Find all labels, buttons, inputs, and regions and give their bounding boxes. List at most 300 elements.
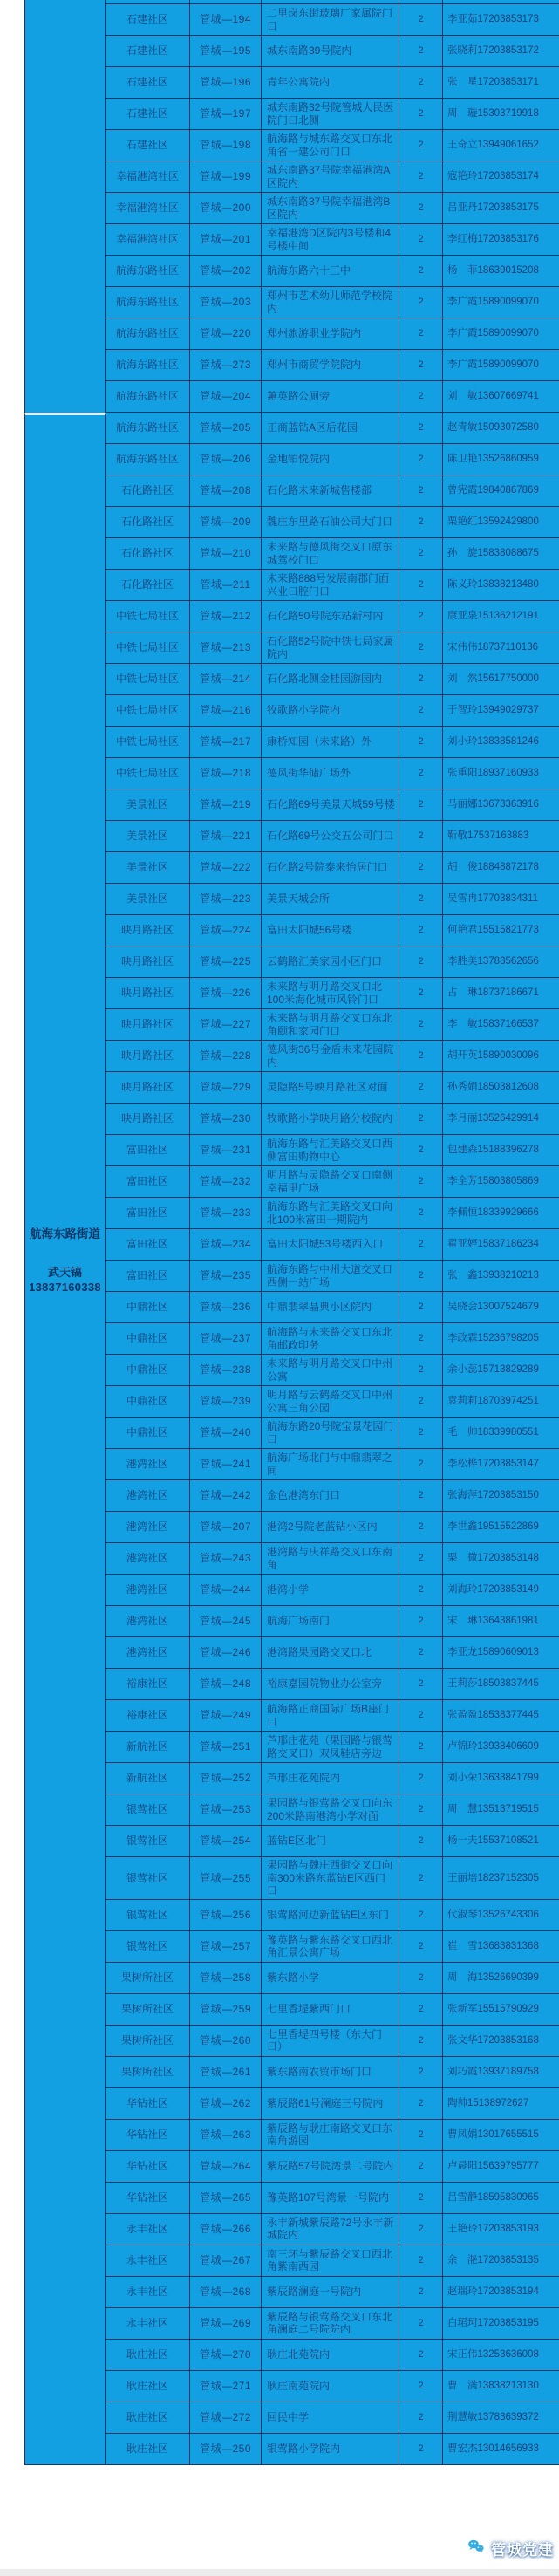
contact-cell: 宋伟伟18737110136	[447, 642, 538, 653]
site-code-cell: 管城—233	[190, 1198, 262, 1228]
location-cell: 航海广场北门与中鼎翡翠之间	[262, 1449, 399, 1479]
table-row	[106, 413, 559, 444]
community-cell: 新航社区	[106, 1732, 190, 1762]
community-cell: 富田社区	[106, 1166, 190, 1197]
community-cell: 幸福港湾社区	[106, 193, 190, 223]
table-row	[106, 350, 559, 381]
community-cell: 永丰社区	[106, 2245, 190, 2276]
contact-cell: 白珺珂17203853195	[447, 2317, 539, 2328]
location-cell: 蓝钻E区北门	[262, 1826, 399, 1856]
contact-cell: 毛 帅18339980551	[447, 1427, 539, 1438]
location-cell: 航海东路与汇美路交叉口向北100米富田一期院内	[262, 1198, 399, 1228]
community-cell: 耿庄社区	[106, 2371, 190, 2402]
location-cell: 银莺路小学院内	[262, 2434, 399, 2464]
site-code-cell: 管城—208	[190, 475, 262, 506]
location-cell: 豫英路107号湾景一号院内	[262, 2183, 399, 2213]
community-cell: 映月路社区	[106, 978, 190, 1008]
site-code-cell: 管城—222	[190, 852, 262, 883]
location-cell: 七里香堤四号楼（东大门口）	[262, 2026, 399, 2056]
contact-cell: 栗艳红13592429800	[447, 516, 539, 528]
count-cell: 2	[399, 224, 443, 255]
contact-cell: 靳敬17537163883	[447, 830, 529, 842]
site-code-cell: 管城—232	[190, 1166, 262, 1197]
table-row	[106, 664, 559, 695]
contact-cell: 李政霖15236798205	[447, 1333, 539, 1344]
contact-cell: 刘 敏13607669741	[447, 391, 539, 402]
location-cell: 石化路50号院东站新村内	[262, 601, 399, 632]
table-row	[106, 1041, 559, 1072]
contact-cell: 代淑琴13526743306	[447, 1909, 539, 1920]
site-code-cell: 管城—270	[190, 2340, 262, 2370]
table-row	[106, 287, 559, 318]
table-row	[106, 36, 559, 67]
site-code-cell: 管城—242	[190, 1480, 262, 1511]
site-code-cell: 管城—199	[190, 161, 262, 192]
community-cell: 石建社区	[106, 67, 190, 98]
count-cell: 2	[399, 1606, 443, 1636]
count-cell: 2	[399, 727, 443, 757]
contact-cell: 胡开英15890030096	[447, 1050, 539, 1062]
location-cell: 紫辰路57号院湾景二号院内	[262, 2151, 399, 2182]
count-cell: 2	[399, 1104, 443, 1134]
contact-cell: 张晓莉17203853172	[447, 45, 539, 57]
location-cell: 蕙英路公厕旁	[262, 381, 399, 412]
site-code-cell: 管城—207	[190, 1512, 262, 1542]
location-cell: 果园路与银莺路交叉口向东200米路南港湾小学对面	[262, 1794, 399, 1825]
community-cell: 银莺社区	[106, 1900, 190, 1930]
location-cell: 二里岗东街玻璃厂家属院门口	[262, 4, 399, 35]
site-code-cell: 管城—203	[190, 287, 262, 318]
community-cell: 中铁七局社区	[106, 758, 190, 789]
contact-cell: 寇艳玲17203853174	[447, 171, 539, 182]
table-row	[106, 2308, 559, 2340]
community-cell: 映月路社区	[106, 946, 190, 977]
count-cell: 2	[399, 538, 443, 569]
site-code-cell: 管城—256	[190, 1900, 262, 1930]
count-cell: 2	[399, 2340, 443, 2370]
site-code-cell: 管城—245	[190, 1606, 262, 1636]
location-cell: 港湾路与庆祥路交叉口东南角	[262, 1543, 399, 1574]
community-cell: 美景社区	[106, 884, 190, 914]
site-code-cell: 管城—246	[190, 1637, 262, 1668]
site-code-cell: 管城—265	[190, 2183, 262, 2213]
table-row	[106, 1355, 559, 1386]
location-cell: 牧歌路小学院内	[262, 695, 399, 726]
count-cell: 2	[399, 1449, 443, 1479]
location-cell: 石化路69号美景天城59号楼	[262, 789, 399, 820]
location-cell: 未来路与明月路交叉口中州公寓	[262, 1355, 399, 1385]
contact-cell: 王艳玲17203853193	[447, 2223, 539, 2234]
site-code-cell: 管城—251	[190, 1732, 262, 1762]
count-cell: 2	[399, 130, 443, 161]
count-cell: 2	[399, 2120, 443, 2150]
community-cell: 美景社区	[106, 789, 190, 820]
count-cell: 2	[399, 1763, 443, 1794]
community-cell: 华钻社区	[106, 2183, 190, 2213]
contact-cell: 陶帅15138972627	[447, 2097, 529, 2108]
location-cell: 德风街36号金盾未来花园院内	[262, 1041, 399, 1071]
table-row	[106, 978, 559, 1009]
community-cell: 石建社区	[106, 4, 190, 35]
site-code-cell: 管城—271	[190, 2371, 262, 2402]
street-cell	[24, 413, 106, 2465]
table-row	[106, 1418, 559, 1449]
community-cell: 航海东路社区	[106, 287, 190, 318]
table-row	[106, 2277, 559, 2308]
table-row	[106, 1292, 559, 1323]
count-cell: 2	[399, 444, 443, 475]
location-cell: 芦邢庄花苑（果园路与银莺路交叉口）双凤鞋店旁边	[262, 1732, 399, 1762]
contact-cell: 荆慧敏13783639372	[447, 2411, 539, 2422]
street-name: 航海东路街道	[30, 1227, 100, 1240]
community-cell: 果树所社区	[106, 2057, 190, 2087]
table-row	[106, 852, 559, 884]
location-cell: 航海东路20号院宝景花园门口	[262, 1418, 399, 1448]
table-row	[106, 789, 559, 821]
contact-cell: 栗 微17203853148	[447, 1553, 539, 1564]
contact-cell: 李亚龙15890609013	[447, 1647, 539, 1658]
site-code-cell: 管城—216	[190, 695, 262, 726]
table-row	[106, 2434, 559, 2465]
community-cell: 石建社区	[106, 99, 190, 129]
table-row	[106, 1198, 559, 1229]
table-row	[106, 2057, 559, 2088]
count-cell: 2	[399, 1261, 443, 1291]
community-cell: 永丰社区	[106, 2277, 190, 2307]
table-row	[106, 601, 559, 632]
contact-cell: 张 鑫13938210213	[447, 1270, 539, 1281]
table-row	[106, 161, 559, 193]
bottom-gray-strip	[0, 2569, 559, 2576]
site-code-cell: 管城—220	[190, 318, 262, 349]
table-row	[106, 1104, 559, 1135]
community-cell: 石化路社区	[106, 475, 190, 506]
street-cell-upper	[24, 0, 106, 413]
location-cell: 幸福港湾D区院内3号楼和4号楼中间	[262, 224, 399, 255]
street-info	[25, 1227, 105, 1295]
contact-cell: 李广霞15890099070	[447, 297, 539, 308]
street-contact-name: 武天镐	[47, 1266, 82, 1279]
contact-cell: 李全芳15803805869	[447, 1176, 539, 1187]
location-cell: 未来路与明月路交叉口北100米海化城市风铃门口	[262, 978, 399, 1008]
count-cell: 2	[399, 350, 443, 380]
location-cell: 石化路未来新城售楼部	[262, 475, 399, 506]
contact-cell: 刘小荣13633841799	[447, 1773, 539, 1784]
table-row	[106, 727, 559, 758]
site-code-cell: 管城—250	[190, 2434, 262, 2464]
community-cell: 航海东路社区	[106, 350, 190, 380]
contact-cell: 吕亚丹17203853175	[447, 202, 539, 214]
contact-cell: 袁莉莉18703974251	[447, 1396, 539, 1407]
count-cell: 2	[399, 2214, 443, 2245]
community-cell: 果树所社区	[106, 1963, 190, 1993]
contact-cell: 余小蕊15713829289	[447, 1364, 539, 1376]
site-code-cell: 管城—219	[190, 789, 262, 820]
location-cell: 港湾小学	[262, 1575, 399, 1605]
location-cell: 永丰新城紫辰路72号永丰新城院内	[262, 2214, 399, 2245]
location-cell: 富田太阳城53号楼西入口	[262, 1229, 399, 1260]
table-row	[106, 1480, 559, 1512]
count-cell: 2	[399, 632, 443, 663]
location-cell: 美景天城会所	[262, 884, 399, 914]
table-row	[106, 444, 559, 475]
community-cell: 中铁七局社区	[106, 727, 190, 757]
site-code-cell: 管城—263	[190, 2120, 262, 2150]
contact-cell: 吕雪静18595830965	[447, 2191, 539, 2203]
table-row	[106, 1700, 559, 1732]
location-cell: 郑州市艺术幼儿师范学校院内	[262, 287, 399, 318]
contact-cell: 李广霞15890099070	[447, 328, 539, 339]
grid-table	[24, 0, 559, 2465]
community-cell: 港湾社区	[106, 1543, 190, 1574]
count-cell: 2	[399, 1135, 443, 1165]
count-cell: 2	[399, 1700, 443, 1731]
site-code-cell: 管城—267	[190, 2245, 262, 2276]
contact-cell: 张文华17203853168	[447, 2034, 539, 2046]
table-row	[106, 915, 559, 946]
location-cell: 城东南路37号院幸福港湾B区院内	[262, 193, 399, 223]
count-cell: 2	[399, 1292, 443, 1322]
count-cell: 2	[399, 318, 443, 349]
location-cell: 魏庄东里路石油公司大门口	[262, 507, 399, 537]
count-cell: 2	[399, 1323, 443, 1354]
site-code-cell: 管城—240	[190, 1418, 262, 1448]
count-cell: 2	[399, 789, 443, 820]
community-cell: 裕康社区	[106, 1700, 190, 1731]
rows-group-bottom	[106, 413, 559, 2465]
count-cell: 2	[399, 695, 443, 726]
contact-cell: 孙 旋15838088675	[447, 548, 539, 559]
table-group-top	[24, 0, 559, 413]
count-cell: 2	[399, 1826, 443, 1856]
contact-cell: 杨一夫15537108521	[447, 1835, 539, 1847]
table-row	[106, 1072, 559, 1104]
site-code-cell: 管城—259	[190, 1994, 262, 2025]
site-code-cell: 管城—206	[190, 444, 262, 475]
contact-cell: 孙秀娟18503812608	[447, 1082, 539, 1093]
contact-cell: 张海萍17203853150	[447, 1490, 539, 1501]
contact-cell: 李红梅17203853176	[447, 234, 539, 245]
watermark	[465, 2535, 554, 2562]
location-cell: 航海路与未来路交叉口东北角邮政印务	[262, 1323, 399, 1354]
count-cell: 2	[399, 1166, 443, 1197]
community-cell: 银莺社区	[106, 1794, 190, 1825]
community-cell: 富田社区	[106, 1261, 190, 1291]
contact-cell: 曹凤娟13017655515	[447, 2128, 539, 2140]
site-code-cell: 管城—226	[190, 978, 262, 1008]
table-row	[106, 1606, 559, 1637]
community-cell: 中铁七局社区	[106, 601, 190, 632]
site-code-cell: 管城—241	[190, 1449, 262, 1479]
count-cell: 2	[399, 2183, 443, 2213]
site-code-cell: 管城—253	[190, 1794, 262, 1825]
site-code-cell: 管城—227	[190, 1009, 262, 1040]
site-code-cell: 管城—255	[190, 1857, 262, 1899]
community-cell: 石建社区	[106, 36, 190, 66]
contact-cell: 杨 菲18639015208	[447, 265, 539, 277]
location-cell: 回民中学	[262, 2402, 399, 2433]
community-cell: 幸福港湾社区	[106, 161, 190, 192]
contact-cell: 宋正伟13253636008	[447, 2348, 539, 2360]
site-code-cell: 管城—197	[190, 99, 262, 129]
community-cell: 港湾社区	[106, 1606, 190, 1636]
count-cell: 2	[399, 1041, 443, 1071]
count-cell: 2	[399, 1994, 443, 2025]
community-cell: 中铁七局社区	[106, 632, 190, 663]
community-cell: 果树所社区	[106, 1994, 190, 2025]
site-code-cell: 管城—260	[190, 2026, 262, 2056]
location-cell: 正商蓝钻A区后花园	[262, 413, 399, 443]
site-code-cell: 管城—212	[190, 601, 262, 632]
table-row	[106, 1931, 559, 1963]
contact-cell: 张盈盈18538377445	[447, 1710, 539, 1721]
site-code-cell: 管城—261	[190, 2057, 262, 2087]
count-cell: 2	[399, 2371, 443, 2402]
table-row	[106, 1166, 559, 1198]
contact-cell: 康亚泉15136212191	[447, 611, 539, 622]
site-code-cell: 管城—217	[190, 727, 262, 757]
count-cell: 2	[399, 413, 443, 443]
contact-cell: 周 璇15303719918	[447, 108, 539, 120]
location-cell: 牧歌路小学映月路分校院内	[262, 1104, 399, 1134]
location-cell: 航海路与城东路交叉口东北角省一建公司门口	[262, 130, 399, 161]
site-code-cell: 管城—211	[190, 570, 262, 600]
table-row	[106, 1763, 559, 1794]
site-code-cell: 管城—225	[190, 946, 262, 977]
community-cell: 航海东路社区	[106, 413, 190, 443]
count-cell: 2	[399, 601, 443, 632]
community-cell: 耿庄社区	[106, 2340, 190, 2370]
count-cell: 2	[399, 2057, 443, 2087]
community-cell	[106, 0, 190, 3]
community-cell: 美景社区	[106, 852, 190, 883]
wechat-logo-icon	[465, 2535, 487, 2562]
count-cell: 2	[399, 2308, 443, 2339]
table-row	[106, 1386, 559, 1418]
site-code-cell: 管城—213	[190, 632, 262, 663]
location-cell: 紫辰路61号澜庭三号院内	[262, 2088, 399, 2119]
community-cell: 港湾社区	[106, 1637, 190, 1668]
site-code-cell: 管城—195	[190, 36, 262, 66]
community-cell: 富田社区	[106, 1229, 190, 1260]
community-cell: 华钻社区	[106, 2120, 190, 2150]
community-cell: 银莺社区	[106, 1931, 190, 1962]
site-code-cell: 管城—228	[190, 1041, 262, 1071]
site-code-cell: 管城—273	[190, 350, 262, 380]
table-row	[106, 130, 559, 161]
table-row	[106, 2214, 559, 2245]
table-row	[106, 1543, 559, 1575]
contact-cell: 李亚茹17203853173	[447, 14, 539, 25]
community-cell: 映月路社区	[106, 1041, 190, 1071]
site-code-cell: 管城—202	[190, 256, 262, 286]
location-cell: 明月路与云鹤路交叉口中州公寓三角公园	[262, 1386, 399, 1417]
contact-cell: 翟亚婷15837186234	[447, 1239, 539, 1250]
contact-cell: 李佩恒18339929666	[447, 1207, 539, 1219]
table-row	[106, 2120, 559, 2151]
community-cell: 华钻社区	[106, 2151, 190, 2182]
site-code-cell: 管城—257	[190, 1931, 262, 1962]
watermark-label: 管城党建	[491, 2542, 554, 2559]
contact-cell: 刘海玲17203853149	[447, 1584, 539, 1595]
contact-cell: 刘 然15617750000	[447, 673, 539, 685]
table-row	[106, 256, 559, 287]
count-cell: 2	[399, 664, 443, 694]
community-cell: 航海东路社区	[106, 381, 190, 412]
community-cell: 映月路社区	[106, 1009, 190, 1040]
count-cell: 2	[399, 1198, 443, 1228]
count-cell: 2	[399, 2088, 443, 2119]
contact-cell: 李胜美13783562656	[447, 956, 539, 967]
count-cell: 2	[399, 2026, 443, 2056]
location-cell: 航海广场南门	[262, 1606, 399, 1636]
count-cell: 2	[399, 852, 443, 883]
contact-cell	[443, 0, 559, 3]
location-cell: 未来路888号发展南郡门面兴业口腔门口	[262, 570, 399, 600]
community-cell: 中鼎社区	[106, 1355, 190, 1385]
location-cell: 金地铂悦院内	[262, 444, 399, 475]
contact-cell: 王莉莎18503837445	[447, 1678, 539, 1690]
table-row	[106, 2151, 559, 2183]
location-cell: 石化路北侧金桂园游园内	[262, 664, 399, 694]
table-row	[106, 1994, 559, 2026]
site-code-cell: 管城—210	[190, 538, 262, 569]
location-cell: 石化路52号院中铁七局家属院内	[262, 632, 399, 663]
count-cell: 2	[399, 161, 443, 192]
community-cell: 富田社区	[106, 1135, 190, 1165]
community-cell: 中铁七局社区	[106, 695, 190, 726]
site-code-cell: 管城—252	[190, 1763, 262, 1794]
table-row	[106, 1826, 559, 1857]
count-cell: 2	[399, 1900, 443, 1930]
site-code-cell: 管城—244	[190, 1575, 262, 1605]
table-row	[106, 1900, 559, 1931]
table-row	[106, 632, 559, 664]
table-row	[106, 2402, 559, 2434]
count-cell: 2	[399, 193, 443, 223]
location-cell: 航海路正商国际广场B座门口	[262, 1700, 399, 1731]
site-code-cell: 管城—264	[190, 2151, 262, 2182]
contact-cell: 李 敏15837166537	[447, 1019, 539, 1030]
table-row	[106, 884, 559, 915]
site-code-cell: 管城—235	[190, 1261, 262, 1291]
count-cell: 2	[399, 2402, 443, 2433]
table-row	[106, 1794, 559, 1826]
community-cell: 石化路社区	[106, 570, 190, 600]
table-row	[106, 758, 559, 789]
count-cell: 2	[399, 1418, 443, 1448]
site-code-cell: 管城—229	[190, 1072, 262, 1103]
count-cell: 2	[399, 99, 443, 129]
contact-cell: 卢锦玲13938406609	[447, 1741, 539, 1753]
location-cell: 紫辰路与银莺路交叉口东北角澜庭二号院院内	[262, 2308, 399, 2339]
count-cell: 2	[399, 758, 443, 789]
count-cell: 2	[399, 1512, 443, 1542]
table-row	[106, 2026, 559, 2057]
table-row	[106, 1323, 559, 1355]
site-code-cell: 管城—218	[190, 758, 262, 789]
table-row	[106, 946, 559, 978]
table-group-bottom	[24, 413, 559, 2465]
table-row	[106, 1669, 559, 1700]
community-cell: 银莺社区	[106, 1857, 190, 1899]
count-cell: 2	[399, 884, 443, 914]
count-cell: 2	[399, 287, 443, 318]
location-cell: 紫东路南农贸市场门口	[262, 2057, 399, 2087]
count-cell: 2	[399, 1009, 443, 1040]
count-cell: 2	[399, 946, 443, 977]
site-code-cell: 管城—268	[190, 2277, 262, 2307]
